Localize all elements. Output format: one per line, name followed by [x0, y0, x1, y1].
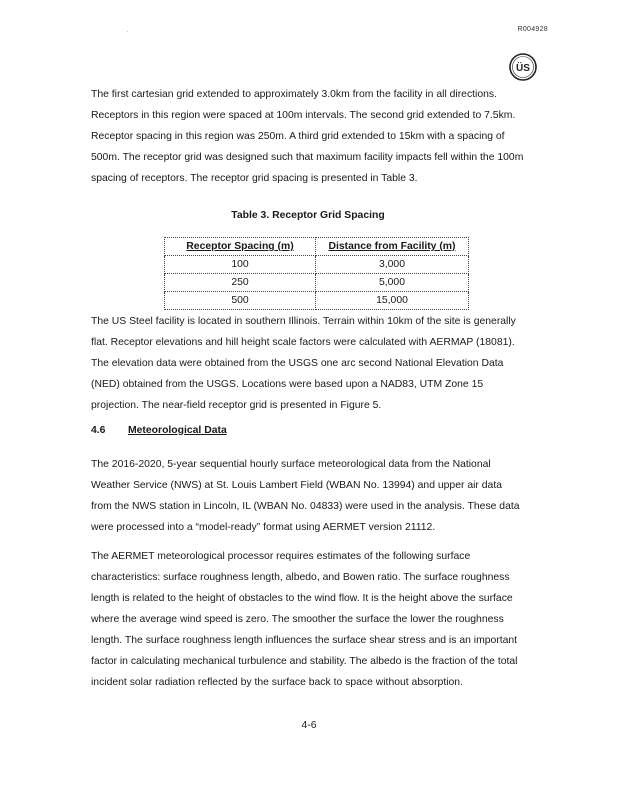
column-header-receptor-spacing: Receptor Spacing (m)	[165, 238, 316, 256]
paragraph-grid-description: The first cartesian grid extended to approximately 3.0km from the facility in all directions. Receptors in this region were spaced at 100m intervals. The second grid extended to 7.5km. Receptor spacing in this region was 250m. A third grid extended to 15km with a spacing of 500m. The receptor grid was designed such that maximum facility impacts fell within the 100m spacing of receptors. The receptor grid spacing is presented in Table 3.	[91, 89, 524, 184]
section-number: 4.6	[91, 425, 106, 436]
table-row	[165, 256, 469, 274]
receptor-grid-table	[164, 237, 469, 310]
table-cell: 5,000	[316, 274, 469, 292]
column-header-distance: Distance from Facility (m)	[316, 238, 469, 256]
table-cell: 15,000	[316, 292, 469, 310]
table-row	[165, 292, 469, 310]
paragraph-met-data: The 2016-2020, 5-year sequential hourly surface meteorological data from the National Weather Service (NWS) at St. Louis Lambert Field (WBAN No. 13994) and upper air data from the NWS station in Lincoln, IL (WBAN No. 04833) were used in the analysis. These data were processed into a “model-ready” format using AERMET version 21112.	[91, 459, 520, 533]
paragraph-terrain: The US Steel facility is located in southern Illinois. Terrain within 10km of the site is generally flat. Receptor elevations and hill height scale factors were calculated with AERMAP (18081). The elevation data were obtained from the USGS one arc second National Elevation Data (NED) obtained from the USGS. Locations were based upon a NAD83, UTM Zone 15 projection. The near-field receptor grid is presented in Figure 5.	[91, 316, 516, 411]
section-title: Meteorological Data	[128, 425, 227, 436]
table-cell: 500	[165, 292, 316, 310]
paragraph-aermet: The AERMET meteorological processor requires estimates of the following surface characteristics: surface roughness length, albedo, and Bowen ratio. The surface roughness length is related to the height of obstacles to the wind flow. It is the height above the surface where the average wind speed is zero. The smoother the surface the lower the roughness length. The surface roughness length influences the surface shear stress and is an important factor in calculating mechanical turbulence and stability. The albedo is the fraction of the total incident solar radiation reflected by the surface back to space without absorption.	[91, 551, 518, 688]
table-cell: 100	[165, 256, 316, 274]
table-header-row	[165, 238, 469, 256]
table-caption: Table 3. Receptor Grid Spacing	[231, 210, 385, 221]
table-cell: 3,000	[316, 256, 469, 274]
scan-mark: .	[127, 28, 129, 34]
page-number: 4-6	[301, 720, 317, 731]
table-cell: 250	[165, 274, 316, 292]
section-heading	[91, 425, 227, 436]
document-id: R004928	[517, 26, 548, 33]
seal-logo-icon	[508, 52, 538, 82]
table-row	[165, 274, 469, 292]
logo-text: ÜS	[516, 63, 530, 74]
